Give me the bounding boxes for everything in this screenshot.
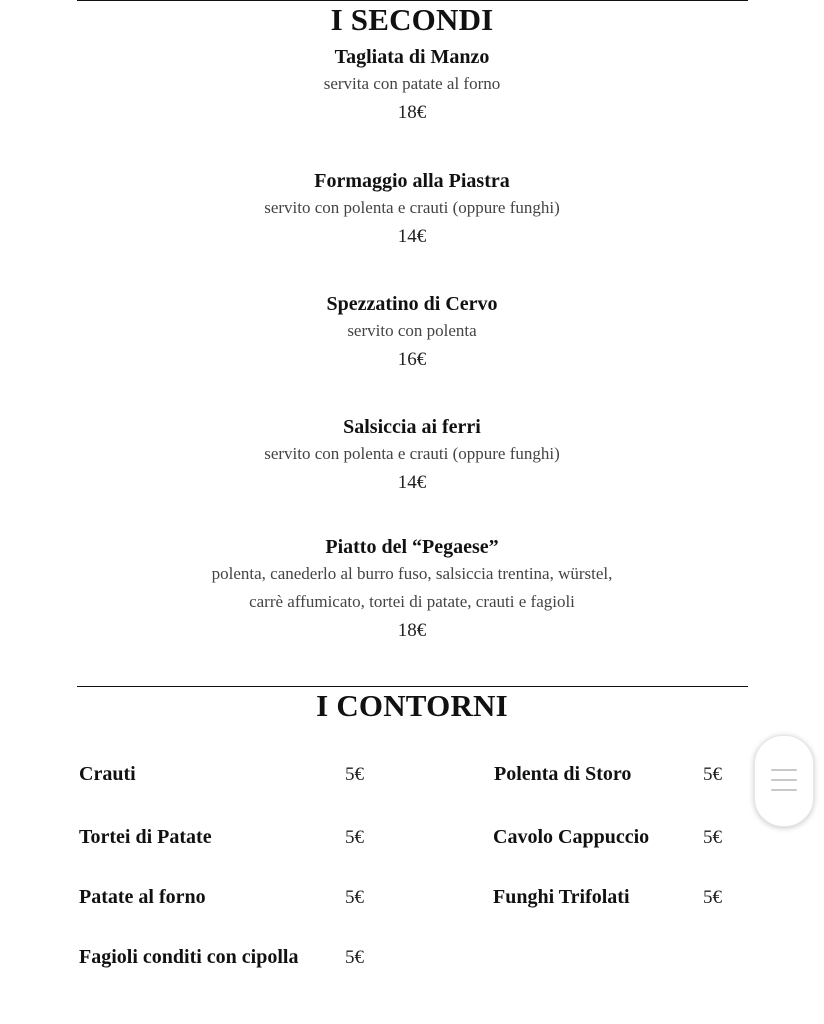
dish-description: polenta, canederlo al burro fuso, salsiccia trentina, würstel, [211,564,613,583]
dish-description: carrè affumicato, tortei di patate, crauti e fagioli [249,592,575,611]
dish-name: Salsiccia ai ferri [343,416,481,438]
dish-name: Tagliata di Manzo [334,46,490,68]
top-divider [77,0,748,1]
dish-description: servito con polenta e crauti (oppure funghi) [264,198,560,217]
side-dish-name: Cavolo Cappuccio [493,826,650,848]
section-divider [77,686,748,687]
dish-price: 14€ [397,226,427,247]
side-dish-name: Tortei di Patate [79,826,212,848]
dish-item [0,291,824,375]
side-dish-price: 5€ [345,887,364,908]
dish-name: Formaggio alla Piastra [314,170,510,192]
dish-description: servita con patate al forno [323,74,501,93]
dish-price: 16€ [397,349,427,370]
side-dish-name: Polenta di Storo [494,763,632,785]
side-dish-price: 5€ [345,827,364,848]
side-dish-price: 5€ [345,947,364,968]
dish-price: 18€ [397,102,427,123]
dish-item [0,168,824,252]
side-dish-price: 5€ [703,827,722,848]
dish-item [0,534,824,646]
side-dish-price: 5€ [703,764,722,785]
dish-description: servito con polenta e crauti (oppure funghi) [264,444,560,463]
side-dish-name: Fagioli conditi con cipolla [79,946,299,968]
side-dish-name: Funghi Trifolati [493,886,630,908]
dish-price: 14€ [397,472,427,493]
section-title-secondi: I SECONDI [330,2,494,37]
dish-description: servito con polenta [347,321,477,340]
dish-item [0,414,824,498]
side-dish-name: Crauti [79,763,136,785]
dish-name: Piatto del “Pegaese” [325,536,499,558]
section-title-contorni: I CONTORNI [316,688,508,723]
side-dish-price: 5€ [345,764,364,785]
floating-menu-button[interactable] [754,735,814,827]
dish-price: 18€ [397,620,427,641]
dish-item [0,44,824,128]
dish-name: Spezzatino di Cervo [326,293,498,315]
side-dish-name: Patate al forno [79,886,206,908]
side-dish-price: 5€ [703,887,722,908]
